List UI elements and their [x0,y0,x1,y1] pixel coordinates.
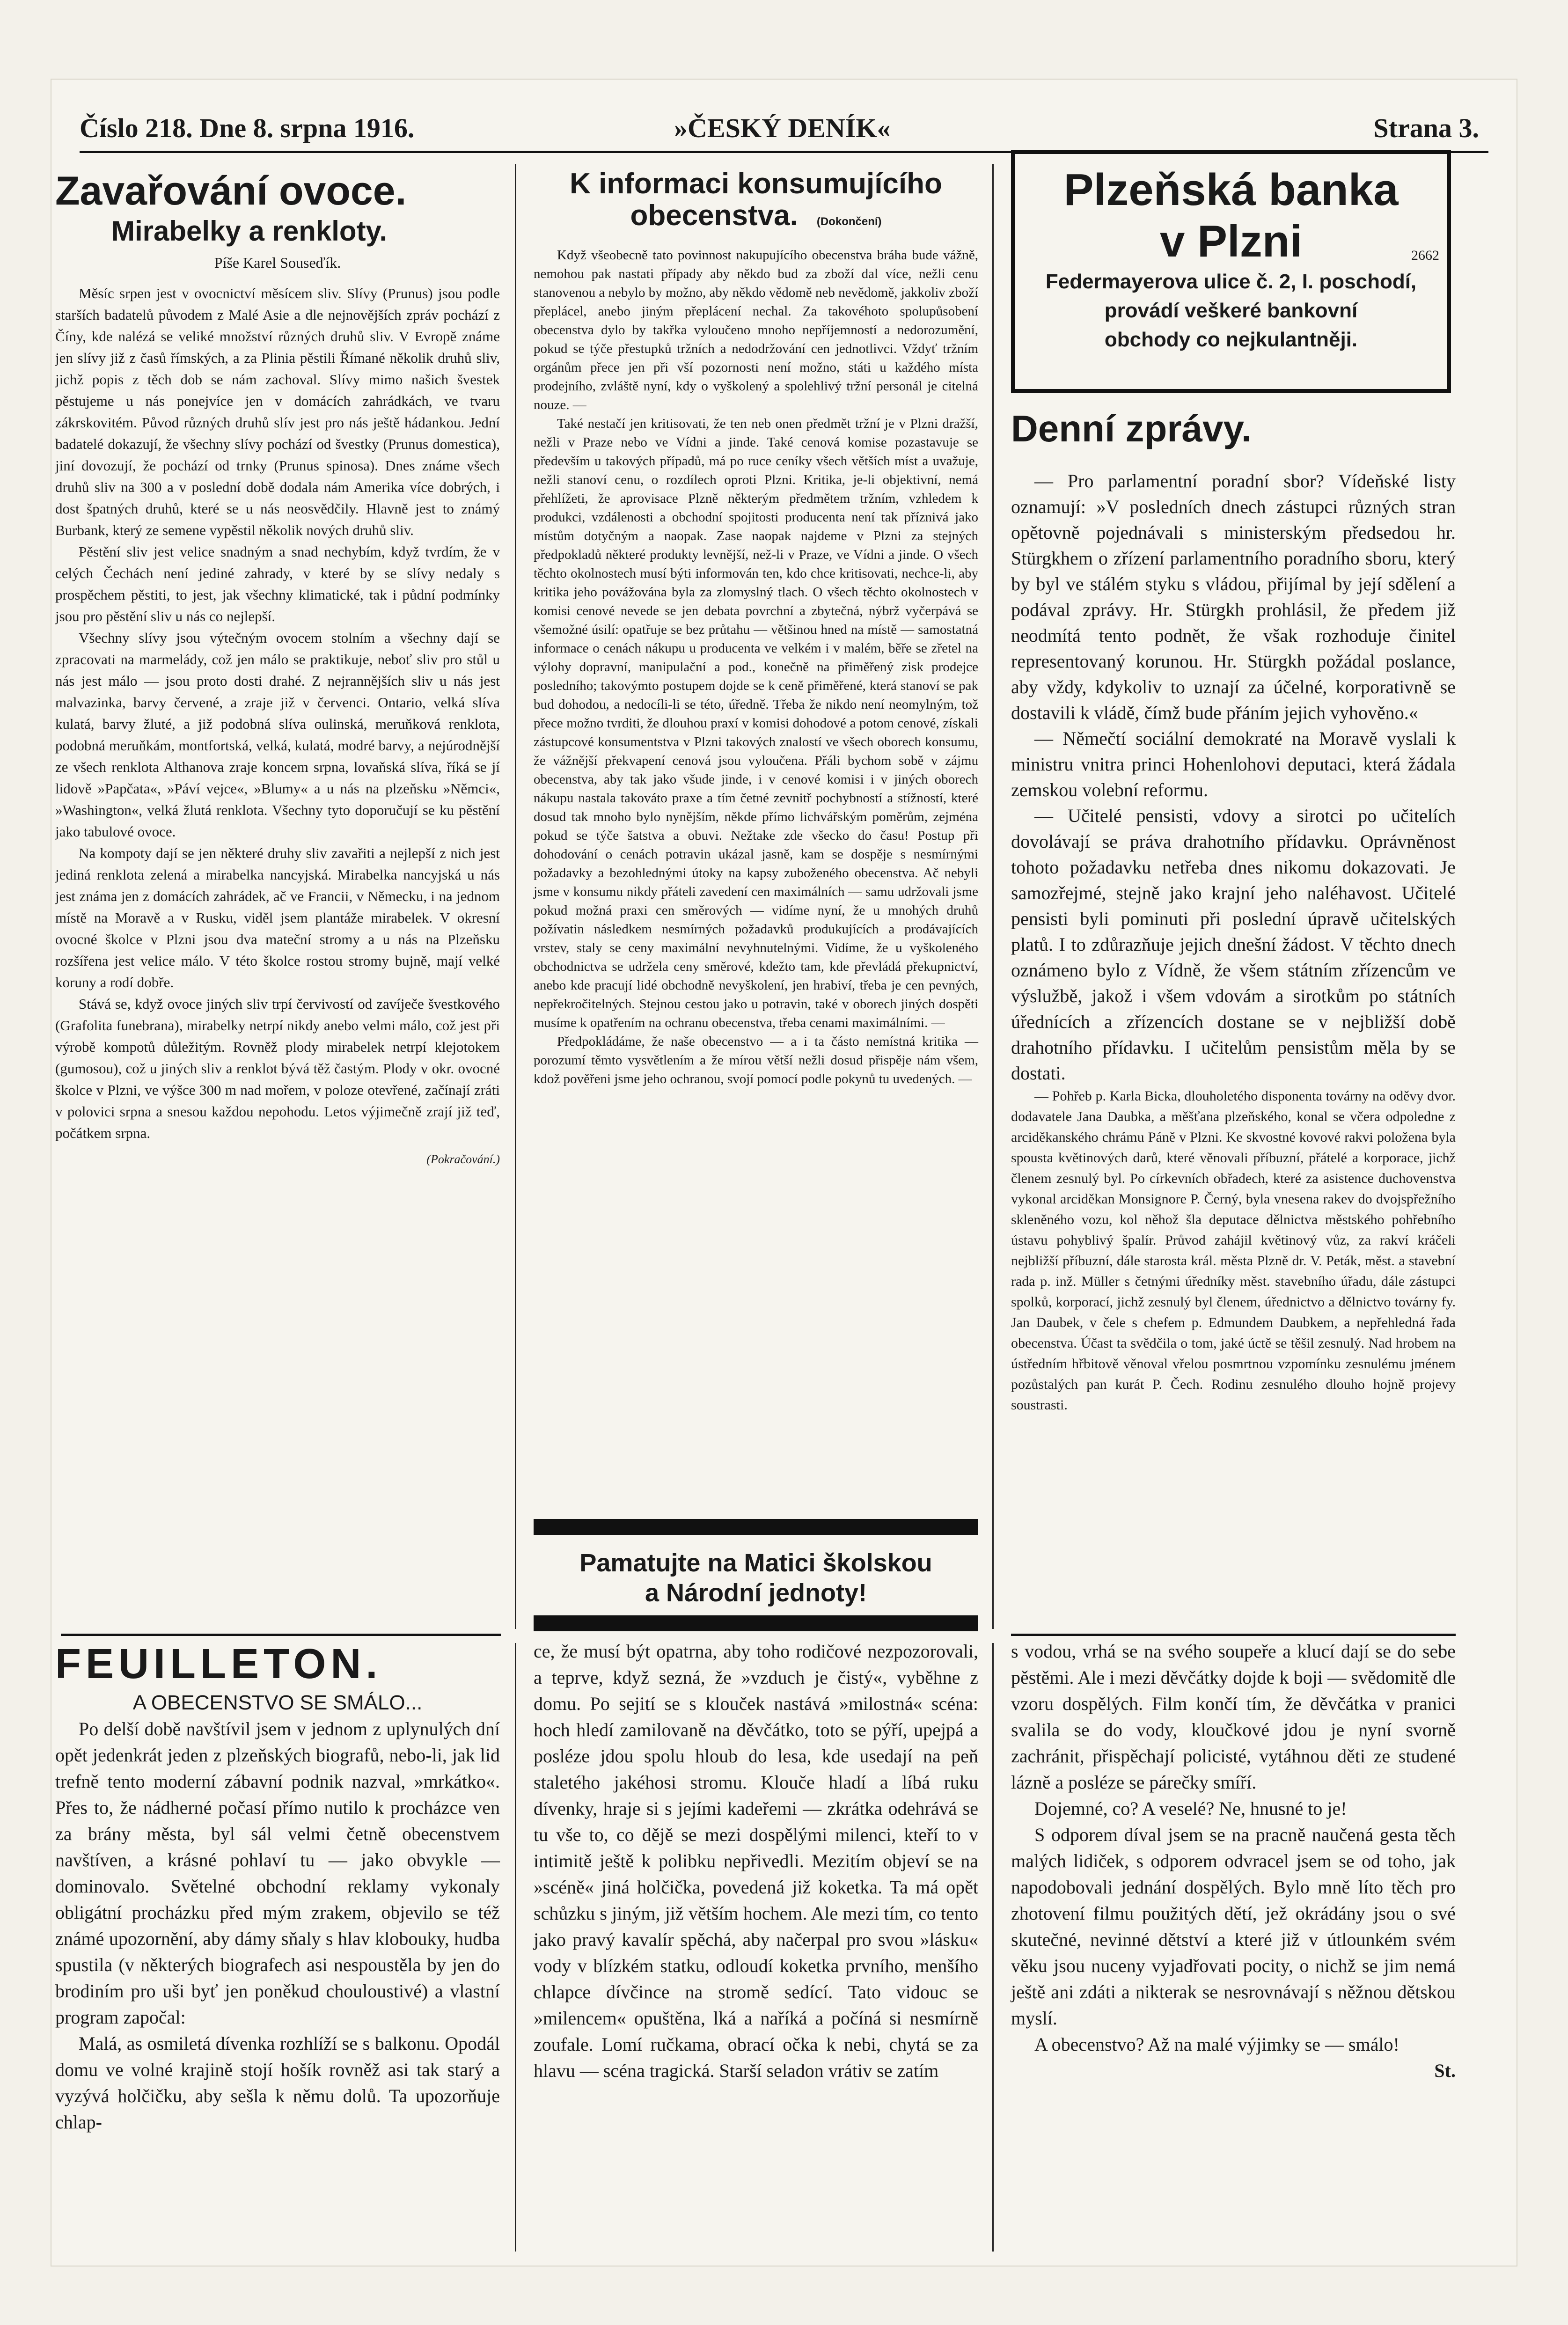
paragraph: ce, že musí být opatrna, aby toho rodičové nezpozorovali, a teprve, když sezná, že »vzduch je čistý«, vyběhne z domu. Po sejití se s klouček nastává »milostná« scéna: hoch hledí zamilovaně na děvčátko, toto se pýří, upejpá a posléze jdou spolu hloub do lesa, kde usedají na peň staletého jakéhosi stromu. Klouče hladí a líbá ruku dívenky, hraje si s jejími kadeřemi — zkrátka odehrává se tu vše to, co dějě se mezi dospělými milenci, kteří to v intimitě ještě k polibku nepřivedli. Mezitím objeví se na »scéně« jiná holčička, povedená již koketka. Ta má opět schůzku s jiným, již větším hochem. Ale mezi tím, co tento jako pravý kavalír spěchá, aby načerpal pro svou »lásku« vody v blízkém statku, odloudí koketka prvního, menšího chlapce dívčince na stromě sedící. Tato vidouc se »milencem« opuštěna, lká a naříká a počíná si nesmírně zoufale. Lomí ručkama, obrací očka k nebi, chytá se za hlavu — scéna tragická. Starší seladon vrátiv se zatím [534,1641,978,2081]
matice-line: a Národní jednoty! [645,1579,867,1607]
column-divider [515,164,516,1629]
column-divider [992,1643,994,2252]
title-word: obecenstva. [630,199,798,232]
paragraph: Měsíc srpen jest v ovocnictví měsícem sliv. Slívy (Prunus) jsou podle starších badatelů původem z Malé Asie a dle nejnovějších zpráv pochází z Číny, kde nalézá se veliké množství různých druhů sliv. V Evropě známe jen slívy již z časů římských, a za Plinia pěstili Římané několik druhů sliv, jichž popis z těch dob se nám zachoval. Slívy mimo našich švestek pěstujeme u nás ponejvíce jen v domácích zahrádkách, ve tvaru zákrskovitém. Původ různých druhů slív jest pro nás ještě hádankou. Jední badatelé dokazují, že všechny slívy pochází od švestky (Prunus domestica), jiní dovozují, že pochází od trnky (Prunus spinosa). Dnes známe všech druhů sliv na 300 a v poslední době dodala nám Amerika více dobrých, i dost špatných druhů, které se u nás neosvědčily. Hlavně jest to známý Burbank, který ze semene vypěstil několik nových druhů sliv. [55,285,500,538]
paragraph: Když všeobecně tato povinnost nakupujícího obecenstva bráha bude vážně, nemohou pak nastati případy aby někdo bud za zboží dal více, nežli cenu stanovenou a nebylo by možno, aby někdo vědomě neb nevědomě, jakkoliv zboží přeplácel, anebo jiným přeplácení nechal. Za takovéhoto spolupůsobení obecenstva dylo by takřka vyloučeno mnoho nepříjemností a nedorozumění, pokud se týče přestupků tržních a nedodržování cen jednotlivci. Vždyť tržním orgánům přece jen při vší pozornosti není možno, státi u každého místa prodejního, zvláště nyní, kdy o vyškolený a spolehlivý tržní personál je citelná nouze. — [534,248,978,412]
feuilleton-column-1 [55,1638,500,2135]
masthead [80,108,1488,150]
bank-address: Federmayerova ulice č. 2, I. poschodí, [1045,270,1417,293]
bank-name: Plzeňská banka [1063,165,1399,215]
news-heading: Denní zprávy. [1011,408,1252,449]
paragraph: Pěstění sliv jest velice snadným a snad nechybím, když tvrdím, že v celých Čechách není jediné zahrady, v které by se slívy nedaly s prospěchem pěstiti, to jest, jak všechny klimatické, tak i půdní podmínky jsou pro pěstění sliv u nás co nejlepší. [55,543,500,624]
news-item: — Učitelé pensisti, vdovy a sirotci po učitelích dovolávají se práva drahotního přídavku. Oprávněnost tohoto požadavku netřeba dnes nikomu dokazovati. Je samozřejmé, stejně jako krajní jeho naléhavost. Učitelé pensisti byli pominuti při poslední úpravě učitelských platů. I to zdůrazňuje jejich dnešní žádost. V těchto dnech oznámeno bylo z Vídně, že všem státním zřízencům ve výslužbě, jakož i všem vdovám a sirotkům po státních úřednících a zřízencích dostane se v nejbližší době drahotního přídavku. I učitelům pensistům měla by se dostati. [1011,805,1456,1084]
paragraph: Dojemné, co? A veselé? Ne, hnusné to je! [1034,1798,1347,1819]
newspaper-page [51,80,1517,2266]
feuilleton-text [55,1716,500,2135]
signature: St. [1434,2060,1456,2081]
paragraph: Také nestačí jen kritisovati, že ten neb onen předmět tržní je v Plzni dražší, nežli v Praze nebo ve Vídni a jinde. Také cenová komise pozastavuje se především u takových případů, má po ruce ceníky všech větších míst a uvažuje, nežli stanoví cenu, o rozdílech oproti Plzni. Kritika, je-li objektivní, nemá přehlížeti, že aprovisace Plzně některým předmětem tržním, vzhledem k produkci, vzdálenosti a obchodní spojitosti producenta není tak příznivá jako místům dotyčným a naopak. Zase naopak najdeme v Plzni za stejných předpokladů některé produkty levnější, než-li v Praze, ve Vídni a jinde. O všech těchto okolnostech musí býti informován ten, kdo chce kritisovati, nechce-li, aby kritika jeho povážována byla za zlomyslný tlach. O všech těchto okolnostech v komisi cenové nevede se jen debata povrchní a zbytečná, nýbrž vyčerpává se všemožné úsilí: opatřuje se bez průtahu — většinou hned na místě — samostatná informace o cenách nákupu u producenta ve velkém i v malém, běře se zřetel na výlohy dopravní, manipulační a pod., konečně na přiměřený zisk prodejce posledního; takovýmto postupem dojde se k ceně přiměřené, která stanoví se pak bud dohodou, a nedocíli-li se této, úředně. Třeba že nikdo není neomylným, tož přece možno tvrditi, že dlouhou praxí v komisi dohodové a potom cenové, získali zástupcové konsumentstva v Plzni takových znalostí ve všech oborech konsumu, že vážnější překvapení cenová jsou vyloučena. Přáli bychom sobě v zájmu obecenstva, aby tak jako všude jinde, i v cenové komisi i v jiných oborech nákupu nastala takováto praxe a tím četné zevnitř pochybností a stížností, které dosud tak mnoho bylo nynějším, někde přímo lichvářským poměrům, zejména pokud se týče šatstva a obuvi. Nežtake zde všecko do času! Postup při dohodování o cenách potravin ukázal jasně, kam se dospěje s nesmírnými požadavky a bezohlednými útoky na kapsy zuboženého obecenstva. Ač nebyli jsme v konsumu nikdy přáteli zavedení cen maximálních — samu udržovali jsme pokud možná praxi cen směrových — vidíme nyní, že u mnohých druhů požívatin následkem nesmírných požadavků produkujících a prodávajících vrstev, staly se ceny maximální nevyhnutelnými. Vidíme, že u vyškoleného obchodnictva se udržela ceny směrové, kdežto tam, kde převládá překupnictví, anebo kde pracují lidé obchodně nevyškolení, jen hrabiví, třeba je cen pevných, nepřekročitelných. Stejnou cestou jako u potravin, také v oborech jiných dospěti musíme k opatřením na ochranu obecenstva, třeba cenami maximálními. — [534,416,978,1030]
paragraph: Na kompoty dají se jen některé druhy sliv zavařiti a nejlepší z nich jest jediná renklota zelená a mirabelka nancyjská. Mirabelka nancyjská u nás jest známa jen z domácích zahrádek, ač ve Francii, v Německu, i na jednom místě na Moravě a v Rusku, viděl jsem plantáže mirabelek. V okresní ovocné školce v Plzni jsou dva mateční stromy a u nás na Plzeňsku rozšířena jest velice málo. V této školce rostou stromy bujně, mají velké koruny a rodí dobře. [55,845,500,990]
article-title: K informaci konsumujícího [570,168,942,200]
bank-advertisement [1011,150,1451,393]
section-rule [1011,1634,1456,1636]
matice-notice [534,1519,978,1631]
matice-text [534,1548,978,1608]
column-divider [515,1643,516,2252]
article-title-line2 [534,199,978,238]
issue-date: Číslo 218. Dne 8. srpna 1916. [80,113,415,143]
news-item: — Pohřeb p. Karla Bicka, dlouholetého disponenta továrny na oděvy dvor. dodavatele Jana Daubka, a měšťana plzeňského, konal se včera odpoledne z arciděkanského chrámu Páně v Plzni. Ke skvostné kovové rakvi položena byla spousta květinových darů, které věnovali příbuzní, přátelé a korporace, jichž členem zesnulý byl. Po církevních obřadech, které za asistence duchovenstva vykonal arciděkan Monsignore P. Černý, byla vnesena rakev do dvojspřežního skleněného vozu, kol něhož šla deputace dělnictva městského pohřebního ústavu pohyblivý špalír. Průvod zahájil květinový vůz, za rakví kráčeli nejbližší příbuzní, dále starosta král. města Plzně dr. V. Peták, měst. a stavební rada p. inž. Müller s četnými úředníky měst. stavebního úřadu, dále zástupci spolků, korporací, jichž zesnulý byl členem, úřednictvo a dělnictvo továrny fy. Jan Daubek, v čele s chefem p. Edmundem Daubkem, a nepřehledná řada obecenstva. Účast ta svědčila o tom, jaké úctě se těšil zesnulý. Nad hrobem na ústředním hřbitově věnoval vřelou posmrtnou vzpomínku zesnulému jménem pozůstalých pan kurát P. Čech. Rodinu zesnulého dlouho hojně projevy soustrasti. [1011,1088,1456,1413]
news-column [1011,468,1456,1416]
article-subtitle: Mirabelky a renkloty. [111,215,388,247]
matice-line: Pamatujte na Matici školskou [579,1549,932,1577]
paragraph: S odporem díval jsem se na pracně naučená gesta těch malých lidiček, s odporem odvracel jsem se od toho, jak napodobovali jednání dospělých. Bylo mně líto těch pro zhotovení filmu použitých dětí, jež okrádány jsou o své skutečné, nevinné dětství a které již v útlounkém svém věku jsou nuceny vyjadřovati pocity, o nichž se jim nemá ještě ani zdáti a nikterak se nesrovnávají s něžnou dětskou myslí. [1011,1824,1456,2029]
article-title: Zavařování ovoce. [55,169,407,213]
news-item: — Pro parlamentní poradní sbor? Vídeňské listy oznamují: »V posledních dnech zástupci různých stran opětovně pojednávali s ministerským předsedou hr. Stürgkhem o zřízení parlamentního poradního sboru, který by byl ve stálém styku s vládou, přijímal by její sdělení a podával zprávy. Hr. Stürgkh prohlásil, že předem již neodmítá tento podnět, že však rozhoduje činitel representovaný korunou. Hr. Stürgkh požádal poslance, aby vždy, kdykoliv to uznají za účelné, korporativně se dostavili k vládě, čímž bude přáním jejich vyhověno.« [1011,470,1456,723]
bank-slogan: provádí veškeré bankovní [1104,299,1358,322]
paragraph: Malá, as osmiletá dívenka rozhlíží se s balkonu. Opodál domu ve volné krajině stojí hošík rovněž asi tak starý a vyzývá holčičku, aby sešla k němu dolů. Ta upozorňuje chlap- [55,2033,500,2133]
paragraph: Všechny slívy jsou výtečným ovocem stolním a všechny dají se zpracovati na marmelády, což jen málo se praktikuje, neboť sliv pro stůl u nás jest málo — jsou proto dosti drahé. Z nejrannějších sliv u nás jest malvazinka, barvy červené, a zraje již v červenci. Ontario, velká slíva kulatá, barvy žluté, a již podobná slíva oulinská, meruňková renklota, podobná meruňkám, montfortská, velká, kulatá, modré barvy, a nejúrodnější ze všech renklota Althanova zraje koncem srpna, lovaňská slíva, říká se jí lidově »Papčata«, »Páví vejce«, »Blumy« a u nás na plzeňsku »Němci«, »Washington«, velká žlutá renklota. Všechny tyto doporučují se ku pěstění jako tabulové ovoce. [55,630,500,840]
feuilleton-column-3 [1011,1638,1456,2084]
column-divider [992,164,994,1629]
feuilleton-column-2 [534,1638,978,2084]
article-consumer-info [534,164,978,1088]
feuilleton-subheading: A OBECENSTVO SE SMÁLO... [132,1691,423,1714]
section-rule [61,1634,501,1636]
paragraph: Předpokládáme, že naše obecenstvo — a i ta částo nemístná kritika — porozumí těmto vysvětlením a že mírou větší nežli dosud přispěje nám všem, kdož pověřeni jsme jeho ochranou, svojí pomocí podle pokynů tu uvedených. — [534,1034,978,1086]
article-fruit-preserving [55,164,500,1170]
bank-slogan: obchody co nejkulantněji. [1104,328,1358,351]
page-number: Strana 3. [1373,113,1479,143]
black-bar [534,1519,978,1535]
black-bar [534,1615,978,1631]
continued-note: (Pokračování.) [426,1152,500,1166]
paragraph: Po delší době navštívil jsem v jednom z uplynulých dní opět jedenkrát jeden z plzeňských biografů, nebo-li, jak lid trefně tento moderní zábavní podnik nazval, »mrkátko«. Přes to, že nádherné počasí přímo nutilo k procházce ven za brány města, byl sál velmi četně obecenstvem navštíven, a krásné pohlaví tu — jako obvykle — dominovalo. Světelné obchodní reklamy vykonaly obligátní procházku před mým zrakem, objevilo se též známé upozornění, aby dámy sňaly s hlav klobouky, hudba spustila (v některých biografech asi nespoustěla by jen do brodiním pro uši byť jen poněkud chouloustivé) a vlastní program započal: [55,1718,500,2028]
paragraph: s vodou, vrhá se na svého soupeře a klucí dají se do sebe pěstěmi. Ale i mezi děvčátky dojde k boji — svědomitě dle vzoru dospělých. Film končí tím, že děvčátka v pranici svalila se do vody, kloučkové jdou je nyní svorně zachránit, přispěchají policisté, vytáhnou děti ze studené lázně a posléze se párečky smíří. [1011,1641,1456,1793]
bank-city: v Plzni [1159,216,1303,266]
paragraph: Stává se, když ovoce jiných sliv trpí červivostí od zavíječe švestkového (Grafolita funebrana), mirabelky netrpí nikdy anebo velmi málo, což jest při výrobě kompotů důležitým. Rovněž plody mirabelek netrpí klejotokem (gumosou), což u jiných sliv a renklot bývá těž častým. Plody v okr. ovocné školce v Plzni, ve výšce 300 m nad mořem, v poloze otevřené, začínají zráti v polovici srpna a snesou každou nepohodu. Letos výjimečně zrají již teď, počátkem srpna. [55,996,500,1141]
news-item: — Němečtí sociální demokraté na Moravě vyslali k ministru vnitra princi Hohenlohovi deputaci, která žádala zemskou volební reformu. [1011,728,1456,800]
ad-number: 2662 [1411,248,1439,263]
feuilleton-heading: FEUILLETON. [55,1641,382,1687]
paper-title: »ČESKÝ DENÍK« [674,113,891,143]
title-note: (Dokončení) [816,215,882,228]
byline: Píše Karel Souseďík. [214,254,341,271]
paragraph: A obecenstvo? Až na malé výjimky se — smálo! [1034,2034,1399,2055]
